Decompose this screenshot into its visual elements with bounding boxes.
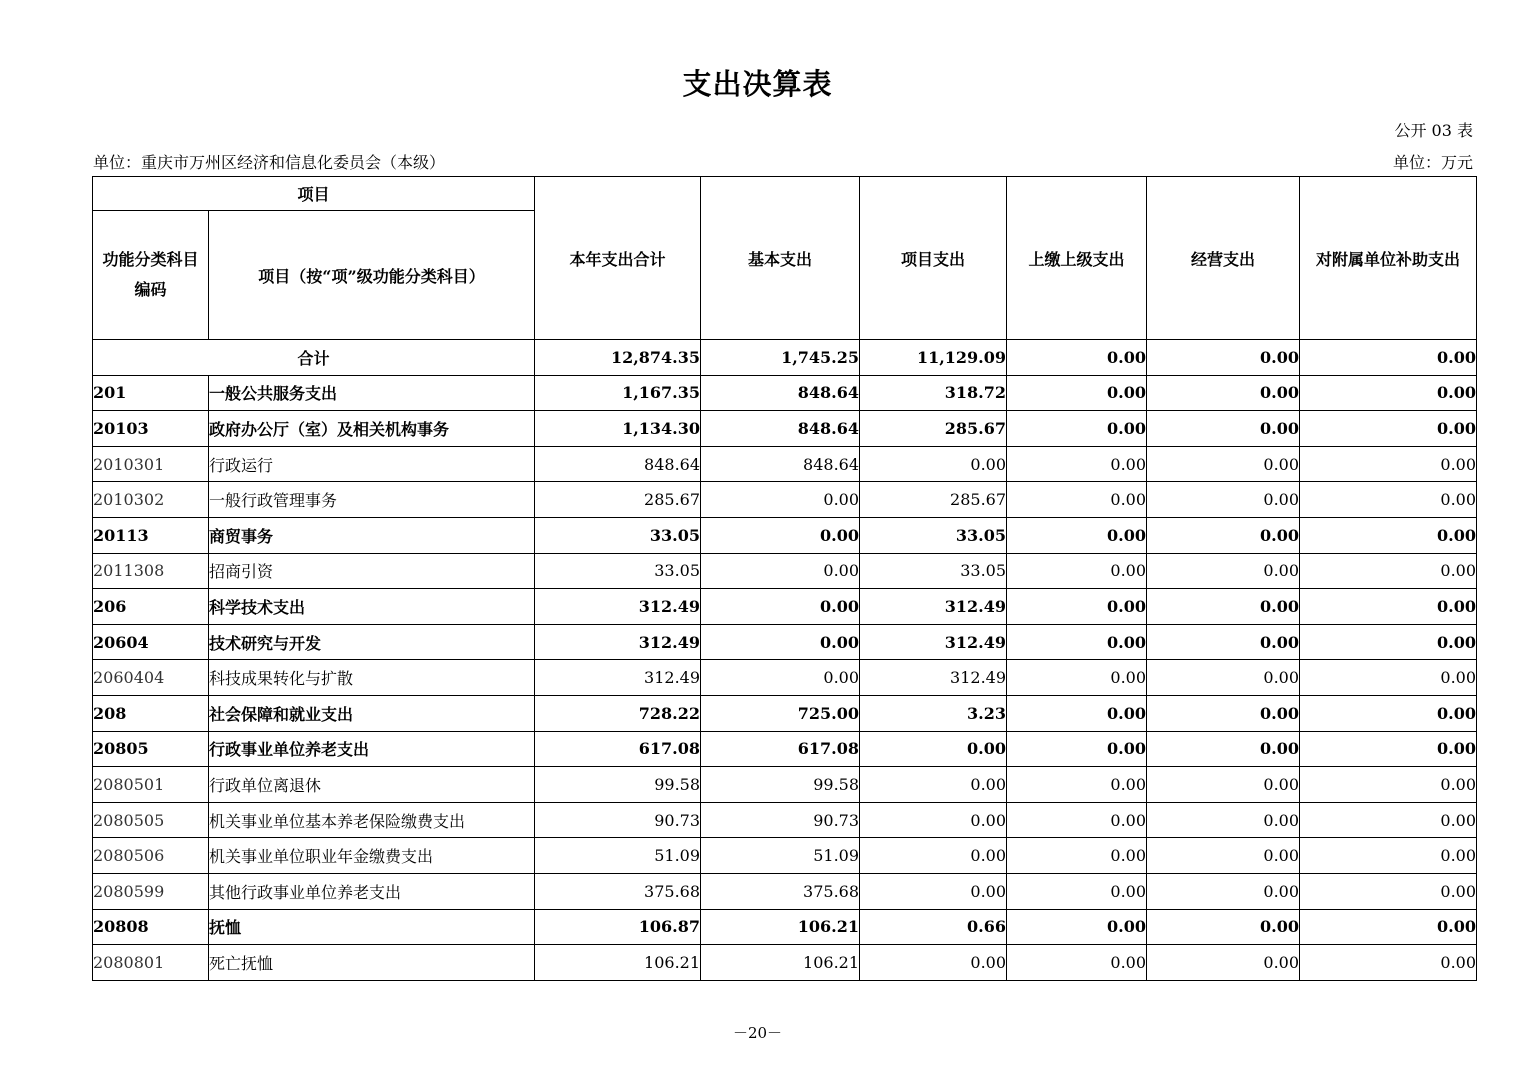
row-code: 2080501 <box>93 767 209 803</box>
row-value: 0.00 <box>1147 482 1300 518</box>
row-value: 3.23 <box>860 695 1007 731</box>
row-value: 0.00 <box>1007 731 1147 767</box>
total-value: 0.00 <box>1300 340 1477 376</box>
row-code: 208 <box>93 695 209 731</box>
row-name: 科学技术支出 <box>209 589 535 625</box>
row-value: 0.00 <box>1300 589 1477 625</box>
total-value: 0.00 <box>1147 340 1300 376</box>
row-value: 0.00 <box>1007 517 1147 553</box>
row-value: 0.00 <box>860 731 1007 767</box>
row-value: 0.00 <box>860 446 1007 482</box>
row-value: 0.00 <box>1147 838 1300 874</box>
row-value: 33.05 <box>860 517 1007 553</box>
table-row <box>93 909 1477 945</box>
row-value: 0.00 <box>1147 624 1300 660</box>
row-value: 0.00 <box>1007 873 1147 909</box>
table-row <box>93 873 1477 909</box>
row-value: 0.00 <box>1300 945 1477 981</box>
row-value: 848.64 <box>701 375 860 411</box>
row-name: 科技成果转化与扩散 <box>209 660 535 696</box>
row-value: 0.00 <box>1147 660 1300 696</box>
row-name: 政府办公厅（室）及相关机构事务 <box>209 411 535 447</box>
table-row <box>93 411 1477 447</box>
row-value: 312.49 <box>860 624 1007 660</box>
row-value: 51.09 <box>701 838 860 874</box>
header-total: 本年支出合计 <box>535 177 701 340</box>
row-value: 99.58 <box>701 767 860 803</box>
total-row <box>93 340 1477 376</box>
row-value: 33.05 <box>860 553 1007 589</box>
row-value: 318.72 <box>860 375 1007 411</box>
row-value: 0.00 <box>701 482 860 518</box>
row-value: 375.68 <box>701 873 860 909</box>
row-value: 0.00 <box>1007 411 1147 447</box>
row-value: 312.49 <box>860 660 1007 696</box>
row-value: 0.00 <box>1007 589 1147 625</box>
row-value: 0.00 <box>1007 482 1147 518</box>
row-code: 2080506 <box>93 838 209 874</box>
row-value: 0.00 <box>1147 589 1300 625</box>
row-value: 0.00 <box>1007 446 1147 482</box>
row-value: 33.05 <box>535 553 701 589</box>
row-value: 0.00 <box>1300 482 1477 518</box>
row-value: 0.00 <box>1300 802 1477 838</box>
table-row <box>93 695 1477 731</box>
row-name: 机关事业单位基本养老保险缴费支出 <box>209 802 535 838</box>
table-row <box>93 624 1477 660</box>
row-value: 0.00 <box>1147 553 1300 589</box>
row-value: 1,134.30 <box>535 411 701 447</box>
expenditure-table <box>92 176 1477 981</box>
row-value: 0.00 <box>1147 375 1300 411</box>
row-value: 375.68 <box>535 873 701 909</box>
row-value: 0.00 <box>860 873 1007 909</box>
row-value: 0.00 <box>1147 909 1300 945</box>
row-value: 285.67 <box>535 482 701 518</box>
row-value: 0.00 <box>701 517 860 553</box>
row-value: 0.00 <box>1300 517 1477 553</box>
row-value: 0.00 <box>1007 695 1147 731</box>
header-project: 项目 <box>93 177 535 211</box>
row-value: 99.58 <box>535 767 701 803</box>
row-value: 0.00 <box>1300 767 1477 803</box>
row-code: 20808 <box>93 909 209 945</box>
header-project-expense: 项目支出 <box>860 177 1007 340</box>
row-value: 106.21 <box>701 945 860 981</box>
table-row <box>93 482 1477 518</box>
row-value: 0.00 <box>1007 375 1147 411</box>
header-upper: 上缴上级支出 <box>1007 177 1147 340</box>
header-code: 功能分类科目编码 <box>93 211 209 340</box>
row-value: 0.00 <box>1147 802 1300 838</box>
table-row <box>93 802 1477 838</box>
row-code: 206 <box>93 589 209 625</box>
row-name: 一般公共服务支出 <box>209 375 535 411</box>
row-value: 0.00 <box>1147 695 1300 731</box>
row-value: 0.00 <box>1007 945 1147 981</box>
row-code: 2080599 <box>93 873 209 909</box>
row-code: 20113 <box>93 517 209 553</box>
row-value: 0.00 <box>1007 767 1147 803</box>
table-row <box>93 375 1477 411</box>
table-row <box>93 589 1477 625</box>
row-value: 0.00 <box>1007 838 1147 874</box>
row-value: 0.00 <box>701 553 860 589</box>
row-value: 0.00 <box>1300 624 1477 660</box>
row-value: 312.49 <box>535 624 701 660</box>
row-value: 617.08 <box>535 731 701 767</box>
page-title: 支出决算表 <box>682 67 833 101</box>
row-value: 90.73 <box>535 802 701 838</box>
row-name: 商贸事务 <box>209 517 535 553</box>
total-value: 0.00 <box>1007 340 1147 376</box>
row-value: 0.00 <box>1300 838 1477 874</box>
row-value: 106.21 <box>701 909 860 945</box>
page-number: －20－ <box>732 1024 783 1042</box>
row-code: 20103 <box>93 411 209 447</box>
form-number: 公开 03 表 <box>1394 121 1473 140</box>
row-value: 0.00 <box>860 767 1007 803</box>
row-value: 51.09 <box>535 838 701 874</box>
table-row <box>93 731 1477 767</box>
row-code: 20604 <box>93 624 209 660</box>
row-value: 0.00 <box>1300 411 1477 447</box>
row-value: 0.66 <box>860 909 1007 945</box>
row-value: 0.00 <box>1300 553 1477 589</box>
row-name: 一般行政管理事务 <box>209 482 535 518</box>
table-body <box>93 340 1477 981</box>
row-value: 0.00 <box>1300 375 1477 411</box>
row-value: 312.49 <box>860 589 1007 625</box>
row-value: 728.22 <box>535 695 701 731</box>
row-value: 106.87 <box>535 909 701 945</box>
total-value: 12,874.35 <box>535 340 701 376</box>
row-value: 0.00 <box>1300 909 1477 945</box>
row-name: 行政事业单位养老支出 <box>209 731 535 767</box>
table-row <box>93 553 1477 589</box>
row-value: 0.00 <box>1300 731 1477 767</box>
row-value: 0.00 <box>1300 446 1477 482</box>
row-value: 312.49 <box>535 589 701 625</box>
row-value: 0.00 <box>1147 517 1300 553</box>
row-value: 848.64 <box>701 446 860 482</box>
row-value: 0.00 <box>1147 446 1300 482</box>
header-subsidy: 对附属单位补助支出 <box>1300 177 1477 340</box>
row-value: 0.00 <box>1007 802 1147 838</box>
row-value: 0.00 <box>860 802 1007 838</box>
row-value: 0.00 <box>860 945 1007 981</box>
row-value: 617.08 <box>701 731 860 767</box>
row-value: 848.64 <box>535 446 701 482</box>
total-value: 1,745.25 <box>701 340 860 376</box>
row-code: 2080505 <box>93 802 209 838</box>
row-value: 0.00 <box>701 589 860 625</box>
total-value: 11,129.09 <box>860 340 1007 376</box>
table-row <box>93 945 1477 981</box>
row-name: 死亡抚恤 <box>209 945 535 981</box>
row-value: 33.05 <box>535 517 701 553</box>
row-value: 1,167.35 <box>535 375 701 411</box>
row-name: 其他行政事业单位养老支出 <box>209 873 535 909</box>
row-value: 0.00 <box>1007 660 1147 696</box>
table-row <box>93 660 1477 696</box>
row-value: 0.00 <box>860 838 1007 874</box>
row-value: 0.00 <box>1147 767 1300 803</box>
row-value: 285.67 <box>860 411 1007 447</box>
row-value: 848.64 <box>701 411 860 447</box>
row-value: 0.00 <box>1300 873 1477 909</box>
row-value: 0.00 <box>1147 945 1300 981</box>
row-value: 0.00 <box>701 624 860 660</box>
row-value: 0.00 <box>1147 731 1300 767</box>
row-name: 机关事业单位职业年金缴费支出 <box>209 838 535 874</box>
row-code: 2080801 <box>93 945 209 981</box>
row-value: 312.49 <box>535 660 701 696</box>
row-value: 0.00 <box>1300 660 1477 696</box>
row-value: 106.21 <box>535 945 701 981</box>
row-value: 285.67 <box>860 482 1007 518</box>
row-value: 0.00 <box>701 660 860 696</box>
header-name: 项目（按“项”级功能分类科目） <box>209 211 535 340</box>
row-code: 2011308 <box>93 553 209 589</box>
header-business: 经营支出 <box>1147 177 1300 340</box>
row-value: 0.00 <box>1300 695 1477 731</box>
row-code: 201 <box>93 375 209 411</box>
row-value: 90.73 <box>701 802 860 838</box>
table-row <box>93 517 1477 553</box>
row-code: 2010302 <box>93 482 209 518</box>
unit-organization: 单位：重庆市万州区经济和信息化委员会（本级） <box>93 153 446 172</box>
total-label: 合计 <box>93 340 535 376</box>
row-value: 725.00 <box>701 695 860 731</box>
row-value: 0.00 <box>1007 624 1147 660</box>
row-name: 行政运行 <box>209 446 535 482</box>
row-code: 2010301 <box>93 446 209 482</box>
row-value: 0.00 <box>1007 909 1147 945</box>
table-row <box>93 446 1477 482</box>
header-basic: 基本支出 <box>701 177 860 340</box>
row-name: 社会保障和就业支出 <box>209 695 535 731</box>
row-value: 0.00 <box>1007 553 1147 589</box>
unit-currency: 单位：万元 <box>1392 153 1473 172</box>
row-value: 0.00 <box>1147 873 1300 909</box>
row-name: 招商引资 <box>209 553 535 589</box>
row-code: 2060404 <box>93 660 209 696</box>
row-name: 技术研究与开发 <box>209 624 535 660</box>
table-row <box>93 838 1477 874</box>
table-row <box>93 767 1477 803</box>
row-name: 抚恤 <box>209 909 535 945</box>
row-value: 0.00 <box>1147 411 1300 447</box>
row-name: 行政单位离退休 <box>209 767 535 803</box>
row-code: 20805 <box>93 731 209 767</box>
